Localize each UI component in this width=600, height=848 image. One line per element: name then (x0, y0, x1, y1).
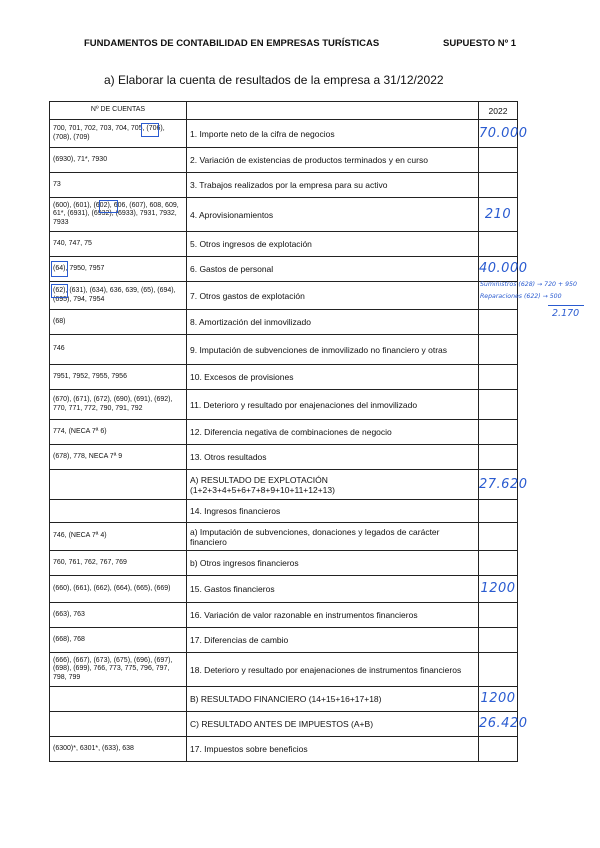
year-value-cell (479, 198, 518, 232)
account-codes-cell: 746, (NECA 7ª 4) (50, 523, 187, 551)
account-codes-cell: (670), (671), (672), (690), (691), (692), 770, 771, 772, 790, 791, 792 (50, 390, 187, 420)
concept-cell: 12. Diferencia negativa de combinaciones de negocio (187, 420, 479, 445)
concept-cell: 2. Variación de existencias de productos terminados y en curso (187, 148, 479, 173)
account-codes-cell: (600), (601), (602), 606, (607), 608, 609, 61*, (6931), (6932), (6933), 7931, 7932, 7933 (50, 198, 187, 232)
handwritten-amount: 27.620 (479, 476, 528, 492)
handwritten-underline (548, 305, 584, 306)
highlight-box-705 (141, 123, 159, 137)
account-codes-cell: (6930), 71*, 7930 (50, 148, 187, 173)
account-codes-cell: (68) (50, 310, 187, 335)
account-codes-cell: (6300)*, 6301*, (633), 638 (50, 737, 187, 762)
table-row (50, 603, 518, 628)
year-column-header: 2022 (479, 102, 518, 120)
year-value-cell (479, 365, 518, 390)
concept-cell: 1. Importe neto de la cifra de negocios (187, 120, 479, 148)
account-codes-cell: 700, 701, 702, 703, 704, 705, (706), (708), (709) (50, 120, 187, 148)
concept-cell: 17. Impuestos sobre beneficios (187, 737, 479, 762)
concept-cell: 14. Ingresos financieros (187, 500, 479, 523)
table-row (50, 523, 518, 551)
account-codes-cell: (678), 778, NECA 7ª 9 (50, 445, 187, 470)
year-value-cell (479, 628, 518, 653)
account-codes-cell (50, 712, 187, 737)
concept-cell: 3. Trabajos realizados por la empresa para su activo (187, 173, 479, 198)
handwritten-note-supplies: Suministros (628) → 720 + 950 (480, 281, 577, 288)
handwritten-amount: 40.000 (479, 261, 528, 276)
table-row (50, 120, 518, 148)
table-row (50, 148, 518, 173)
concept-cell: a) Imputación de subvenciones, donaciones y legados de carácter financiero (187, 523, 479, 551)
account-codes-cell: (663), 763 (50, 603, 187, 628)
handwritten-amount: 1200 (480, 581, 516, 596)
year-value-cell (479, 470, 528, 500)
concept-cell: 18. Deterioro y resultado por enajenaciones de instrumentos financieros (187, 653, 479, 687)
account-codes-cell: 774, (NECA 7ª 6) (50, 420, 187, 445)
account-codes-cell (50, 687, 187, 712)
account-codes-cell (50, 500, 187, 523)
year-value-cell (479, 500, 518, 523)
concept-cell: C) RESULTADO ANTES DE IMPUESTOS (A+B) (187, 712, 479, 737)
concept-cell: 4. Aprovisionamientos (187, 198, 479, 232)
year-value-cell (479, 523, 518, 551)
table-row (50, 257, 518, 282)
year-value-cell (479, 445, 518, 470)
table-row (50, 687, 518, 712)
table-row (50, 390, 518, 420)
highlight-box-602 (99, 200, 118, 213)
table-row (50, 470, 518, 500)
account-codes-cell: 746 (50, 335, 187, 365)
table-row (50, 282, 518, 310)
year-value-cell (479, 390, 518, 420)
handwritten-amount: 1200 (480, 691, 516, 706)
table-header-row (50, 102, 518, 120)
concept-cell: 10. Excesos de provisiones (187, 365, 479, 390)
table-row (50, 653, 518, 687)
concept-cell: 16. Variación de valor razonable en instrumentos financieros (187, 603, 479, 628)
account-codes-cell: (62), (631), (634), 636, 639, (65), (694), (695), 794, 7954 (50, 282, 187, 310)
handwritten-note-total: 2.170 (552, 308, 580, 319)
table-row (50, 628, 518, 653)
table-row (50, 420, 518, 445)
year-value-cell (479, 148, 518, 173)
document-course-title: FUNDAMENTOS DE CONTABILIDAD EN EMPRESAS TURÍSTICAS (84, 38, 380, 49)
handwritten-amount: 26.420 (479, 716, 528, 731)
year-value-cell (479, 653, 518, 687)
handwritten-amount: 70.000 (479, 125, 528, 141)
account-codes-cell: 73 (50, 173, 187, 198)
concept-cell: 11. Deterioro y resultado por enajenaciones del inmovilizado (187, 390, 479, 420)
account-codes-cell: (64), 7950, 7957 (50, 257, 187, 282)
account-codes-cell: (668), 768 (50, 628, 187, 653)
account-codes-cell: (666), (667), (673), (675), (696), (697), (698), (699), 766, 773, 775, 796, 797, 798, 799 (50, 653, 187, 687)
year-value-cell (479, 120, 528, 148)
concept-cell: 6. Gastos de personal (187, 257, 479, 282)
table-row (50, 335, 518, 365)
year-value-cell (479, 335, 518, 365)
table-row (50, 500, 518, 523)
concept-cell: A) RESULTADO DE EXPLOTACIÓN (1+2+3+4+5+6+7+8+9+10+11+12+13) (187, 470, 479, 500)
table-row (50, 576, 518, 603)
year-value-cell (479, 420, 518, 445)
year-value-cell (479, 173, 518, 198)
table-row (50, 551, 518, 576)
concept-cell: 8. Amortización del inmovilizado (187, 310, 479, 335)
year-value-cell (479, 687, 518, 712)
concept-cell: 17. Diferencias de cambio (187, 628, 479, 653)
account-codes-cell: 740, 747, 75 (50, 232, 187, 257)
highlight-box-64 (51, 261, 68, 277)
table-row (50, 737, 518, 762)
concept-cell: 13. Otros resultados (187, 445, 479, 470)
highlight-box-62 (51, 284, 68, 298)
concept-cell: 5. Otros ingresos de explotación (187, 232, 479, 257)
table-row (50, 445, 518, 470)
table-row (50, 310, 518, 335)
concept-cell: B) RESULTADO FINANCIERO (14+15+16+17+18) (187, 687, 479, 712)
concept-cell: 7. Otros gastos de explotación (187, 282, 479, 310)
table-row (50, 712, 518, 737)
year-value-cell (479, 576, 518, 603)
year-value-cell (479, 257, 528, 282)
handwritten-note-repairs: Reparaciones (622) → 500 (480, 293, 562, 300)
year-value-cell (479, 712, 528, 737)
concept-cell: 15. Gastos financieros (187, 576, 479, 603)
concept-cell: b) Otros ingresos financieros (187, 551, 479, 576)
table-row (50, 173, 518, 198)
concept-cell: 9. Imputación de subvenciones de inmovilizado no financiero y otras (187, 335, 479, 365)
concept-column-header (187, 102, 479, 120)
table-row (50, 198, 518, 232)
account-codes-cell: 760, 761, 762, 767, 769 (50, 551, 187, 576)
exercise-statement: a) Elaborar la cuenta de resultados de la empresa a 31/12/2022 (104, 73, 444, 87)
year-value-cell (479, 232, 518, 257)
table-row (50, 365, 518, 390)
year-value-cell (479, 310, 518, 335)
year-value-cell (479, 737, 518, 762)
account-codes-cell: (660), (661), (662), (664), (665), (669) (50, 576, 187, 603)
document-exercise-number: SUPUESTO Nº 1 (443, 38, 516, 49)
handwritten-amount: 210 (484, 206, 512, 222)
accounts-column-header: Nº DE CUENTAS (50, 102, 187, 120)
account-codes-cell: 7951, 7952, 7955, 7956 (50, 365, 187, 390)
account-codes-cell (50, 470, 187, 500)
year-value-cell (479, 603, 518, 628)
year-value-cell (479, 551, 518, 576)
table-row (50, 232, 518, 257)
